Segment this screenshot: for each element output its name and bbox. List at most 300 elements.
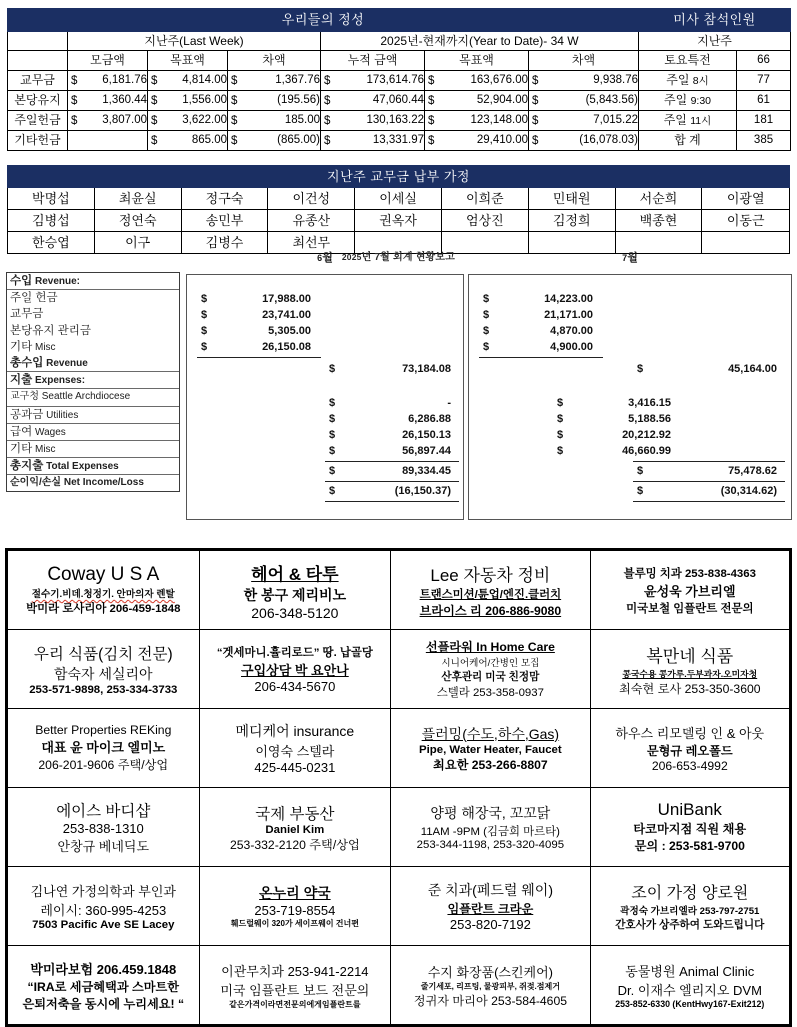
ad-line: 206-434-5670 [254, 679, 336, 694]
ad-cell[interactable] [391, 709, 590, 788]
ad-line: 복만네 식품 [646, 646, 734, 666]
ad-line: Dr. 이재수 엘리지오 DVM [617, 983, 762, 998]
cell-0-1 [148, 71, 228, 91]
currency-symbol: $ [532, 114, 539, 127]
cell-0-5 [529, 71, 639, 91]
ad-line: 박미라 로사리아 206-459-1848 [26, 603, 181, 615]
attendance-value-1: 77 [737, 71, 791, 91]
label-kr: 총수입 [10, 356, 44, 369]
july-revenue-0 [483, 293, 603, 305]
ad-line: 같은가격이라면전문의에게임플란트를 [229, 999, 361, 1009]
june-expense-0 [329, 397, 457, 409]
table-row [8, 188, 790, 210]
june-expense-2 [329, 429, 457, 441]
group-last-week: 지난주(Last Week) [68, 32, 321, 51]
attendance-value-3: 181 [737, 111, 791, 131]
ad-cell[interactable] [391, 551, 590, 630]
cell-value: 1,367.76 [275, 74, 320, 87]
ad-line: 문형규 레오폴드 [646, 744, 733, 758]
ad-line: Coway U S A [47, 564, 160, 585]
amount-value: 5,188.56 [628, 413, 671, 425]
cell-2-3 [321, 111, 425, 131]
ad-line: 미국 임플란트 보드 전문의 [220, 982, 370, 998]
ad-line: 브라이스 리 206-886-9080 [419, 604, 562, 618]
attendance-label-text-1: 주일 [666, 72, 693, 87]
attendance-value-2: 61 [737, 91, 791, 111]
financial-report-year: 2025 [341, 252, 362, 262]
currency-symbol: $ [557, 397, 564, 409]
cell-0-3 [321, 71, 425, 91]
col-diff-ytd: 차액 [529, 51, 639, 71]
june-revenue-2 [201, 325, 321, 337]
list-item: 민태원 [528, 188, 615, 210]
ad-row [8, 867, 790, 946]
ad-line: 산후관리 미국 친정맘 [441, 671, 540, 683]
currency-symbol: $ [557, 413, 564, 425]
ad-line: 한 봉구 제리비노 [243, 586, 347, 603]
amount-value: 26,150.08 [262, 341, 311, 353]
currency-symbol: $ [324, 74, 331, 87]
ad-cell[interactable] [8, 788, 200, 867]
ad-line: 간호사가 상주하여 도와드립니다 [615, 919, 765, 931]
ad-cell[interactable] [8, 551, 200, 630]
contributors-section [7, 165, 790, 254]
list-item: 정구숙 [181, 188, 268, 210]
cell-3-0 [68, 131, 148, 151]
ad-cell[interactable] [590, 551, 789, 630]
currency-symbol: $ [231, 114, 238, 127]
currency-symbol: $ [428, 114, 435, 127]
ad-line: 에이스 바디샵 [56, 803, 151, 820]
cell-value: 9,938.76 [593, 74, 639, 87]
contributors-title-row [8, 166, 790, 188]
label-kr: 교구청 [10, 391, 39, 403]
ad-cell[interactable] [199, 709, 391, 788]
list-item: 이동근 [702, 210, 790, 232]
currency-symbol: $ [231, 94, 238, 107]
cell-value: 6,181.76 [102, 74, 147, 87]
cell-1-2 [228, 91, 321, 111]
cell-value: 130,163.22 [366, 114, 424, 127]
currency-symbol: $ [151, 94, 158, 107]
amount-value: 46,660.99 [622, 445, 671, 457]
ad-cell[interactable] [391, 946, 590, 1025]
july-expense-0 [557, 397, 677, 409]
cell-1-3 [321, 91, 425, 111]
currency-symbol: $ [329, 445, 336, 457]
july-revenue-2 [483, 325, 603, 337]
ad-line: 양평 해장국, 꼬꼬닭 [430, 805, 551, 821]
currency-symbol: $ [324, 134, 331, 147]
label-en: Revenue [43, 357, 88, 369]
cell-value: 47,060.44 [372, 94, 424, 107]
ad-line: 우리 식품(김치 전문) [33, 646, 173, 663]
list-item: 서순희 [615, 188, 702, 210]
cell-value: 1,556.00 [182, 94, 227, 107]
label-kr: 급여 [10, 425, 33, 438]
ad-line: 조이 가정 양로원 [631, 885, 749, 902]
ad-line: 253-820-7192 [449, 917, 531, 932]
cell-1-0 [68, 91, 148, 111]
july-month-unit: 월 [627, 252, 638, 264]
financial-report-title-text: 년 7월 회계 현황보고 [361, 252, 456, 263]
currency-symbol: $ [428, 94, 435, 107]
ad-cell[interactable] [8, 709, 200, 788]
july-net-income [637, 485, 783, 497]
ad-cell[interactable] [199, 867, 391, 946]
currency-symbol: $ [428, 74, 435, 87]
fin-label-expenses-header [7, 372, 179, 389]
table-row [8, 210, 790, 232]
fin-label-archdiocese [7, 389, 179, 406]
amount-value: 4,900.00 [550, 341, 593, 353]
ad-line: 수지 화장품(스킨케어) [427, 964, 553, 980]
july-expense-1 [557, 413, 677, 425]
cell-3-2 [228, 131, 321, 151]
list-item: 권옥자 [355, 210, 442, 232]
cell-value: 13,331.97 [372, 134, 424, 147]
attendance-total-value: 385 [737, 131, 791, 151]
ad-line: 이영숙 스텔라 [255, 744, 335, 759]
ad-cell[interactable] [199, 551, 391, 630]
ad-cell[interactable] [391, 788, 590, 867]
june-expense-3 [329, 445, 457, 457]
ad-line: 타코마지점 직원 채용 [633, 822, 747, 836]
attendance-label-2 [639, 91, 737, 111]
col-diff: 차액 [228, 51, 321, 71]
ad-line: 콩국수용 콩가루.두부과자.오미자청 [622, 668, 758, 679]
currency-symbol: $ [151, 74, 158, 87]
label-en: Expenses: [32, 375, 86, 387]
ad-cell[interactable] [8, 630, 200, 709]
fin-label-misc-expense [7, 441, 179, 458]
attendance-label-3 [639, 111, 737, 131]
currency-symbol: $ [201, 325, 208, 337]
july-expense-2 [557, 429, 677, 441]
ad-line: 선플라워 In Home Care [425, 640, 555, 654]
label-en: Misc [32, 443, 56, 455]
amount-value: 23,741.00 [262, 309, 311, 321]
ad-line: 대표 윤 마이크 엘미노 [41, 740, 166, 755]
label-en: Revenue: [32, 276, 81, 287]
ad-line: 훼드럴웨이 320가 세이프웨이 건너편 [230, 919, 359, 928]
fin-label-sunday-offering [7, 290, 179, 306]
ad-line: 11AM -9PM (김금희 마르타) [420, 826, 560, 838]
ad-line: 206-348-5120 [251, 604, 339, 621]
label-kr: 본당유지 관리금 [10, 324, 91, 337]
attendance-label-small-1: 8시 [692, 74, 709, 87]
currency-symbol: $ [324, 114, 331, 127]
ad-line: 헤어 & 타투 [251, 564, 339, 584]
table-row [8, 111, 791, 131]
ad-line: 은퇴저축을 동시에 누리세요! “ [22, 996, 185, 1011]
label-kr: 공과금 [10, 408, 44, 421]
cell-2-2 [228, 111, 321, 131]
amount-value: 21,171.00 [544, 309, 593, 321]
cell-value: 7,015.22 [593, 114, 639, 127]
list-item: 김정희 [528, 210, 615, 232]
ad-line: Daniel Kim [265, 823, 325, 836]
advertisements-section [5, 548, 792, 1027]
june-expense-underline [325, 461, 459, 462]
ad-line: 최요한 253-266-8807 [433, 757, 548, 772]
june-net-income [329, 485, 457, 497]
currency-symbol: $ [483, 341, 490, 353]
list-item: 엄상진 [441, 210, 528, 232]
currency-symbol: $ [483, 325, 490, 337]
ad-line: 메디케어 insurance [235, 723, 355, 739]
advertisements-table [7, 550, 790, 1025]
ad-cell[interactable] [590, 867, 789, 946]
currency-symbol: $ [637, 363, 644, 375]
offering-title-row [8, 9, 791, 32]
fin-label-utilities [7, 407, 179, 424]
row-label-2: 주일헌금 [8, 111, 68, 131]
amount-value: (16,150.37) [394, 485, 451, 497]
ad-cell[interactable] [391, 867, 590, 946]
group-attendance-last-week: 지난주 [639, 32, 791, 51]
july-revenue-1 [483, 309, 603, 321]
june-revenue-3 [201, 341, 321, 353]
label-kr: 교무금 [10, 308, 44, 321]
list-item: 이세실 [355, 188, 442, 210]
ad-line: 미국보철 임플란트 전문의 [626, 602, 754, 615]
cell-2-5 [529, 111, 639, 131]
cell-value: 29,410.00 [476, 134, 528, 147]
ad-cell[interactable] [8, 867, 200, 946]
ad-line: 국제 부동산 [255, 805, 335, 823]
ad-line: 253-852-6330 (KentHwy167-Exit212) [615, 999, 765, 1009]
june-month-unit: 월 [322, 252, 333, 264]
currency-symbol: $ [329, 363, 336, 375]
ad-cell[interactable] [8, 946, 200, 1025]
list-item: 최선무 [268, 232, 355, 254]
attendance-label-4 [639, 131, 737, 151]
attendance-label-0 [639, 51, 737, 71]
list-item: 송민부 [181, 210, 268, 232]
ad-line: 임플란트 크라운 [447, 902, 534, 916]
ad-line: 윤성욱 가브리엘 [644, 583, 736, 599]
label-en: Seattle Archdiocese [38, 391, 131, 403]
cell-value: 3,807.00 [102, 114, 147, 127]
ad-line: Lee 자동차 정비 [430, 566, 551, 585]
cell-value: 173,614.76 [366, 74, 424, 87]
ad-line: 425-445-0231 [254, 760, 336, 775]
cell-3-3 [321, 131, 425, 151]
ad-line: 트랜스미션/튠업/엔진.클러치 [419, 589, 562, 601]
june-net-underline [325, 501, 459, 502]
cell-value: (5,843.56) [585, 94, 639, 107]
currency-symbol: $ [329, 413, 336, 425]
attendance-value-0: 66 [737, 51, 791, 71]
ad-line: 206-201-9606 주택/상업 [38, 758, 169, 772]
ad-cell[interactable] [199, 946, 391, 1025]
june-expense-1 [329, 413, 457, 425]
ad-line: 253-838-1310 [62, 821, 144, 836]
cell-3-1 [148, 131, 228, 151]
col-cumulative: 누적 금액 [321, 51, 425, 71]
attendance-label-text-4: 합 계 [674, 133, 701, 148]
ad-cell[interactable] [590, 709, 789, 788]
label-kr: 기타 [10, 340, 33, 353]
col-goal-ytd: 목표액 [425, 51, 529, 71]
cell-value: 3,622.00 [182, 114, 227, 127]
ad-line: 정귀자 마리아 253-584-4605 [413, 993, 568, 1008]
june-revenue-underline [197, 357, 321, 358]
list-item: 백종현 [615, 210, 702, 232]
ad-line: 253-719-8554 [254, 903, 336, 918]
label-kr: 총지출 [10, 460, 44, 473]
currency-symbol: $ [428, 134, 435, 147]
ad-line: 스텔라 253-358-0937 [436, 687, 544, 699]
june-month-number: 6 [317, 253, 323, 263]
amount-value: 6,286.88 [408, 413, 451, 425]
ad-row [8, 788, 790, 867]
contributors-table [7, 165, 790, 254]
ad-row [8, 630, 790, 709]
july-total-underline [633, 481, 785, 482]
currency-symbol: $ [231, 74, 238, 87]
cell-3-5 [529, 131, 639, 151]
july-expense-underline [633, 461, 785, 462]
label-kr: 주일 헌금 [10, 292, 58, 305]
ad-line: 함숙자 세실리아 [54, 666, 153, 682]
june-column-header [187, 249, 463, 265]
currency-symbol: $ [329, 397, 336, 409]
cell-value: 185.00 [284, 114, 320, 127]
currency-symbol: $ [71, 94, 78, 107]
currency-symbol: $ [71, 114, 78, 127]
amount-value: (30,314.62) [720, 485, 777, 497]
ad-cell[interactable] [199, 788, 391, 867]
amount-value: 75,478.62 [728, 465, 777, 477]
list-item: 이광열 [702, 188, 790, 210]
list-item: 유종산 [268, 210, 355, 232]
cell-value: 1,360.44 [102, 94, 147, 107]
label-kr: 기타 [10, 442, 33, 455]
ad-cell[interactable] [391, 630, 590, 709]
amount-value: 14,223.00 [544, 293, 593, 305]
amount-value: 3,416.15 [628, 397, 671, 409]
july-column-header [469, 249, 791, 265]
list-item: 박명섭 [8, 188, 95, 210]
amount-value: 89,334.45 [402, 465, 451, 477]
blank-corner-2 [8, 51, 68, 71]
amount-value: 73,184.08 [402, 363, 451, 375]
ad-line: 온누리 약국 [259, 885, 331, 901]
ad-line: 253-571-9898, 253-334-3733 [29, 684, 178, 696]
fin-label-revenue-header [7, 273, 179, 290]
june-total-expenses [329, 465, 457, 477]
label-kr: 수입 [10, 275, 33, 287]
ad-line: 문의 : 253-581-9700 [634, 839, 745, 853]
list-item: 김병섭 [8, 210, 95, 232]
cell-0-2 [228, 71, 321, 91]
contributors-title: 지난주 교무금 납부 가정 [8, 166, 790, 188]
ad-cell[interactable] [199, 630, 391, 709]
ad-line: “IRA로 세금혜택과 스마트한 [27, 979, 180, 994]
amount-value: 4,870.00 [550, 325, 593, 337]
col-goal: 목표액 [148, 51, 228, 71]
currency-symbol: $ [637, 465, 644, 477]
july-net-underline [633, 501, 785, 502]
currency-symbol: $ [201, 341, 208, 353]
cell-value: 865.00 [191, 134, 227, 147]
cell-2-1 [148, 111, 228, 131]
ad-cell[interactable] [590, 788, 789, 867]
cell-0-0 [68, 71, 148, 91]
ad-line: 안창규 베네딕도 [57, 839, 150, 854]
currency-symbol: $ [532, 134, 539, 147]
label-en: Utilities [43, 409, 79, 421]
list-item: 이희준 [441, 188, 528, 210]
july-revenue-3 [483, 341, 603, 353]
ad-line: 박미라보험 206.459.1848 [30, 961, 177, 977]
cell-2-4 [425, 111, 529, 131]
fin-label-maintenance [7, 323, 179, 339]
label-kr: 지출 [10, 374, 33, 387]
currency-symbol: $ [557, 429, 564, 441]
currency-symbol: $ [532, 74, 539, 87]
ad-line: 곽정숙 가브리엘라 253-797-2751 [620, 906, 760, 917]
currency-symbol: $ [329, 465, 336, 477]
ad-line: 253-332-2120 주택/상업 [229, 837, 360, 852]
fin-label-total-expenses [7, 458, 179, 475]
ad-line: 블루밍 치과 253-838-4363 [623, 567, 756, 580]
currency-symbol: $ [483, 293, 490, 305]
ad-line: 플러밍(수도,하수,Gas) [421, 725, 560, 742]
ad-line: 이관무치과 253-941-2214 [221, 963, 369, 979]
row-label-3: 기타헌금 [8, 131, 68, 151]
ad-cell[interactable] [590, 946, 789, 1025]
fin-label-dues [7, 306, 179, 322]
cell-value: 123,148.00 [470, 114, 528, 127]
amount-value: 20,212.92 [622, 429, 671, 441]
group-ytd: 2025년-현재까지(Year to Date)- 34 W [321, 32, 639, 51]
attendance-label-text-3: 주일 [663, 112, 691, 127]
ad-line: 레이시: 360-995-4253 [40, 903, 167, 918]
cell-0-4 [425, 71, 529, 91]
ad-row [8, 709, 790, 788]
ad-row [8, 551, 790, 630]
cell-1-1 [148, 91, 228, 111]
ad-cell[interactable] [590, 630, 789, 709]
ad-line: Pipe, Water Heater, Faucet [419, 743, 562, 756]
list-item: 정연숙 [94, 210, 181, 232]
cell-3-4 [425, 131, 529, 151]
table-row [8, 131, 791, 151]
amount-value: 17,988.00 [262, 293, 311, 305]
attendance-label-1 [639, 71, 737, 91]
currency-symbol: $ [201, 293, 208, 305]
currency-symbol: $ [483, 309, 490, 321]
ad-line: 동물병원 Animal Clinic [625, 964, 755, 979]
offering-column-header-row [8, 51, 791, 71]
ad-line: 253-344-1198, 253-320-4095 [416, 839, 565, 851]
cell-value: (195.56) [277, 94, 320, 107]
ad-line: Better Properties REKing [35, 723, 172, 737]
currency-symbol: $ [557, 445, 564, 457]
currency-symbol: $ [231, 134, 238, 147]
cell-1-5 [529, 91, 639, 111]
financial-column-july [468, 252, 792, 520]
june-total-revenue [329, 363, 457, 375]
ad-line: “겟세마니.휼리로드” 땅. 납골당 [216, 647, 373, 659]
currency-symbol: $ [329, 429, 336, 441]
ad-line: 시니어케어/간병인 모집 [441, 658, 540, 669]
list-item: 이구 [94, 232, 181, 254]
list-item: 김병수 [181, 232, 268, 254]
